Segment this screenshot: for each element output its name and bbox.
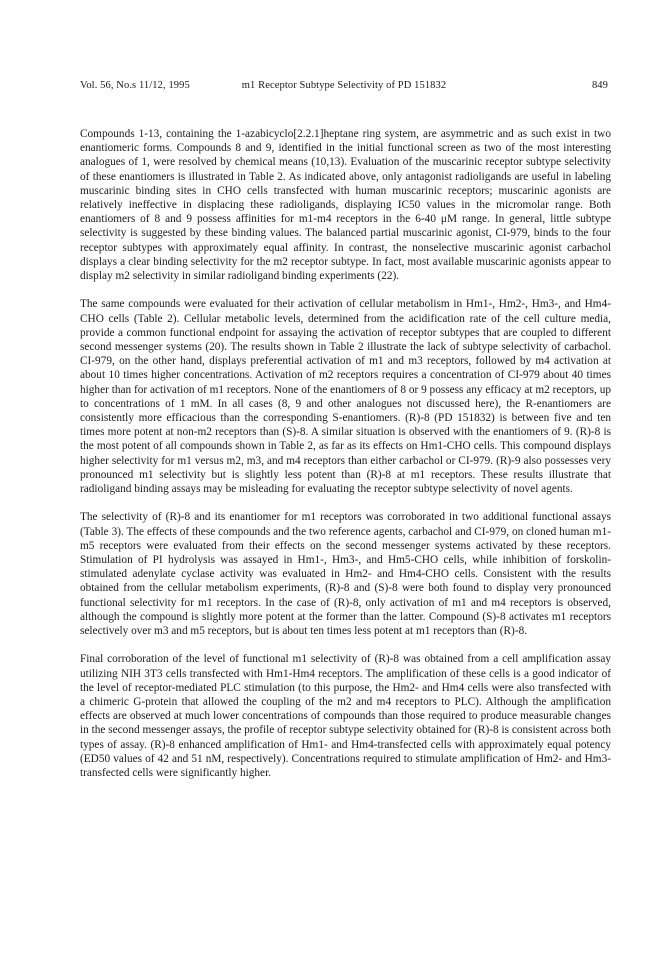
paragraph-enantiomer-binding: Compounds 1-13, containing the 1-azabicyclo[2.2.1]heptane ring system, are asymmetric and as such exist in two enantiomeric forms. Compounds 8 and 9, identified in the initial functional screen as two of the most interesting analogues of 1, were resolved by chemical means (10,13). Evaluation of the muscarinic receptor subtype selectivity of these enantiomers is illustrated in Table 2. As indicated above, only antagonist radioligands are useful in labeling muscarinic binding sites in CHO cells transfected with human muscarinic receptors; muscarinic agonists are relatively ineffective in displacing these radioligands, displaying IC50 values in the micromolar range. Both enantiomers of 8 and 9 possess affinities for m1-m4 receptors in the 6-40 μM range. In general, little subtype selectivity is suggested by these binding values. The balanced partial muscarinic agonist, CI-979, binds to the four receptor subtypes with approximately equal affinity. In contrast, the nonselective muscarinic agonist carbachol displays a clear binding selectivity for the m2 receptor subtype. In fact, most available muscarinic agonists appear to display m2 selectivity in similar radioligand binding experiments (22). bbox=[80, 128, 611, 283]
running-header bbox=[80, 78, 608, 94]
body-text bbox=[80, 127, 611, 780]
running-title: m1 Receptor Subtype Selectivity of PD 151832 bbox=[241, 80, 447, 91]
page-number: 849 bbox=[591, 80, 608, 91]
paragraph-cellular-metabolism: The same compounds were evaluated for their activation of cellular metabolism in Hm1-, Hm2-, Hm3-, and Hm4-CHO cells (Table 2). Cellular metabolic levels, determined from the acidification rate of the cell culture media, provide a common functional endpoint for assaying the activation of receptor subtypes that are coupled to different second messenger systems (20). The results shown in Table 2 illustrate the lack of subtype selectivity of carbachol. CI-979, on the other hand, displays preferential activation of m1 and m3 receptors, followed by m4 activation at about 10 times higher concentrations. Activation of m2 receptors requires a concentration of CI-979 about 40 times higher than for activation of m1 receptors. None of the enantiomers of 8 or 9 possess any efficacy at m2 receptors, up to concentrations of 1 mM. In all cases (8, 9 and other analogues not discussed here), the R-enantiomers are consistently more efficacious than the corresponding S-enantiomers. (R)-8 (PD 151832) is between five and ten times more potent at non-m2 receptors than (S)-8. A similar situation is observed with the enantiomers of 9. (R)-8 is the most potent of all compounds shown in Table 2, as far as its effects on Hm1-CHO cells. This compound displays higher selectivity for m1 versus m2, m3, and m4 receptors than either carbachol or CI-979. (R)-9 also possesses very pronounced m1 selectivity but is slightly less potent than (R)-8 at m1 receptors. These results illustrate that radioligand binding assays may be misleading for evaluating the receptor subtype selectivity of novel agents. bbox=[80, 298, 611, 496]
paragraph-second-messenger: The selectivity of (R)-8 and its enantiomer for m1 receptors was corroborated in two additional functional assays (Table 3). The effects of these compounds and the two reference agents, carbachol and CI-979, on cloned human m1-m5 receptors were evaluated from their effects on the second messenger systems activated by these receptors. Stimulation of PI hydrolysis was assayed in Hm1-, Hm3-, and Hm5-CHO cells, while inhibition of forskolin-stimulated adenylate cyclase activity was evaluated in Hm2- and Hm4-CHO cells. Consistent with the results obtained from the cellular metabolism experiments, (R)-8 and (S)-8 were both found to display very pronounced functional selectivity for m1 receptors. In the case of (R)-8, only activation of m1 and m4 receptors is observed, although the compound is slightly more potent at the former than the latter. Compound (S)-8 activates m1 receptors selectively over m3 and m5 receptors, but is about ten times less potent at m1 receptors than (R)-8. bbox=[80, 511, 611, 638]
journal-volume: Vol. 56, No.s 11/12, 1995 bbox=[80, 80, 190, 91]
paragraph-cell-amplification: Final corroboration of the level of functional m1 selectivity of (R)-8 was obtained from a cell amplification assay utilizing NIH 3T3 cells transfected with Hm1-Hm4 receptors. The amplification of these cells is a good indicator of the level of receptor-mediated PLC stimulation (to this purpose, the Hm2- and Hm4 cells were also transfected with a chimeric G-protein that allowed the coupling of the m2 and m4 receptors to PLC). Although the amplification effects are observed at much lower concentrations of compounds than those required to produce measurable changes in the second messenger assays, the profile of receptor subtype selectivity obtained for (R)-8 is consistent across both types of assay. (R)-8 enhanced amplification of Hm1- and Hm4-transfected cells with approximately equal potency (ED50 values of 42 and 51 nM, respectively). Concentrations required to stimulate amplification of Hm2- and Hm3-transfected cells were significantly higher. bbox=[80, 653, 611, 780]
